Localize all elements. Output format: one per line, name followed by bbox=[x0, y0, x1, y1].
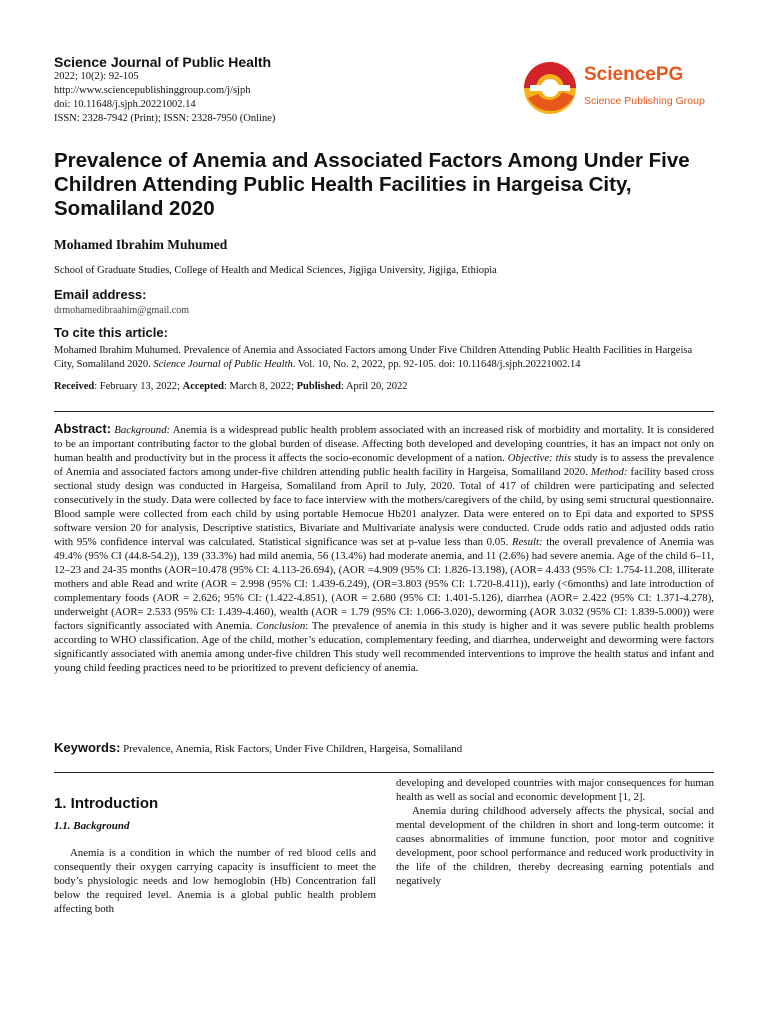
paper-title: Prevalence of Anemia and Associated Factors Among Under Five Children Attending Public Health Facilities in Hargeisa City, Somaliland 2020 bbox=[54, 149, 690, 220]
intro-paragraph-left: Anemia is a condition in which the number of red blood cells and consequently their oxygen carrying capacity is insufficient to meet the body’s physiologic needs and low hemoglobin (Hb) Concentration fall below the required level. Anemia is a global public health problem affecting both bbox=[54, 847, 376, 915]
received-date: : February 13, 2022; bbox=[94, 381, 183, 392]
article-dates bbox=[54, 381, 408, 392]
meta-doi: doi: 10.11648/j.sjph.20221002.14 bbox=[54, 99, 196, 110]
left-column bbox=[54, 795, 376, 916]
journal-name: Science Journal of Public Health bbox=[54, 54, 272, 70]
meta-url[interactable]: http://www.sciencepublishinggroup.com/j/sjph bbox=[54, 85, 251, 96]
email-heading: Email address: bbox=[54, 287, 147, 302]
citation-details: . Vol. 10, No. 2, 2022, pp. 92-105. doi: 10.11648/j.sjph.20221002.14 bbox=[292, 359, 581, 370]
section-heading: 1. Introduction bbox=[54, 795, 159, 812]
conclusion-label: Conclusion bbox=[256, 620, 306, 632]
keywords-label: Keywords: bbox=[54, 740, 121, 755]
divider-bottom bbox=[54, 772, 714, 773]
citation-journal: Science Journal of Public Health bbox=[153, 359, 293, 370]
method-label: Method: bbox=[590, 466, 628, 478]
published-label: Published bbox=[296, 381, 341, 392]
subsection-heading: 1.1. Background bbox=[54, 820, 130, 832]
background-text: Anemia is a widespread public health problem associated with an increased risk of morbidity and mortality. It is considered to be an important contributing factor to the global burden of disease. Affecting both developed and developing countries, it has an impact not only on human health and productivity but in the process it affects the socio-economic development of a nation. bbox=[54, 424, 715, 464]
method-text: facility based cross sectional study design was conducted in Hargeisa, Somaliland from April to July, 2020. Total of 417 of children were participating and selected consecutively in the study. Data were collected by face to face interview with the mothers/caregivers of the child, by using semi structural questionnaire. Blood sample were collected from each child by using portable Hemocue Hb201 analyzer. Data were entered on to Epi data and exported to SPSS software version 20 for analysis, Descriptive statistics, Bivariate and Multivariate analysis were conducted. Crude odds ratio and adjusted odds ratio with 95% confidence interval was calculated. Statistical significance was set at p-value less than 0.05. bbox=[54, 466, 714, 548]
cite-heading: To cite this article: bbox=[54, 325, 168, 340]
logo-tagline: Science Publishing Group bbox=[584, 95, 705, 107]
citation bbox=[54, 344, 714, 372]
citation-text: Mohamed Ibrahim Muhumed. Prevalence of Anemia and Associated Factors among Under Five Children Attending Public Health Facilities in Hargeisa City, Somaliland 2020. bbox=[54, 345, 693, 370]
objective-label: Objective: this bbox=[507, 452, 572, 464]
abstract bbox=[54, 422, 714, 675]
published-date: : April 20, 2022 bbox=[341, 381, 408, 392]
accepted-label: Accepted bbox=[182, 381, 225, 392]
keywords bbox=[54, 740, 714, 755]
logo-name: SciencePG bbox=[584, 64, 684, 85]
divider-top bbox=[54, 411, 714, 412]
affiliation: School of Graduate Studies, College of Health and Medical Sciences, Jigjiga University, Jigjiga, Ethiopia bbox=[54, 265, 497, 276]
journal-meta bbox=[54, 70, 275, 126]
objective-text: study is to assess the prevalence of Anemia and associated factors among under-five children attending public health facility in Hargeisa, Somaliland 2020. bbox=[54, 452, 714, 478]
conclusion-text: : The prevalence of anemia in this study is higher and it was severe public health problems according to WHO classification. Age of the child, mother’s education, complementary feeding, and diarrhea, underweight and deworming were factors significantly associated with anemia among under-five children This study well recommended interventions to improve the health status and infant and young child feeding practices need to be prioritized to prevent deficiency of anemia. bbox=[54, 620, 714, 674]
author-name: Mohamed Ibrahim Muhumed bbox=[54, 237, 228, 252]
result-label: Result: bbox=[511, 536, 543, 548]
meta-issn: ISSN: 2328-7942 (Print); ISSN: 2328-7950 (Online) bbox=[54, 113, 276, 124]
meta-line: 2022; 10(2): 92-105 bbox=[54, 71, 139, 82]
result-text: the overall prevalence of Anemia was 49.4% (95% CI (44.8-54.2)), 139 (33.3%) had mild anemia, 56 (13.4%) had moderate anemia, and 11 (2.6%) had severe anemia. Age of the child 6–11, 12–23 and 24-35 months (AOR=10.478 (95% CI: 4.113-26.694), (AOR =4.909 (95% CI: 1.826-13.198), (AOR= 4.433 (95% CI: 1.754-11.208, illiterate mothers and able Read and write (AOR = 2.998 (95% CI: 1.439-6.249), (OR=3.803 (95% CI: 1.720-8.411)), early (<6months) and late introduction of complementary foods (AOR = 2.626; 95% CI: (1.422-4.851), (AOR = 2.680 (95% CI: 1.401-5.126), diarrhea (AOR= 2.422 (95% CI: 1.371-4.278), underweight (AOR= 2.533 (95% CI: 1.439-4.460), wealth (AOR = 1.79 (95% CI: 1.066-3.020), deworming (AOR 3.032 (95% CI: 1.839-5.000)) were factors significantly associated with Anemia. bbox=[54, 536, 714, 632]
right-column bbox=[396, 776, 714, 888]
background-label: Background: bbox=[114, 424, 171, 436]
keywords-text: Prevalence, Anemia, Risk Factors, Under Five Children, Hargeisa, Somaliland bbox=[120, 743, 463, 755]
accepted-date: : March 8, 2022; bbox=[224, 381, 297, 392]
received-label: Received bbox=[54, 381, 95, 392]
email-link[interactable]: drmohamedibraahim@gmail.com bbox=[54, 305, 190, 316]
abstract-label: Abstract: bbox=[54, 421, 112, 436]
intro-paragraph-right-1: developing and developed countries with major consequences for human health as well as social and economic development [1, 2]. bbox=[396, 777, 714, 803]
intro-paragraph-right-2: Anemia during childhood adversely affects the physical, social and mental development of the children in short and long-term outcome: it causes abnormalities of immune function, poor motor and cognitive development, poor school performance and reduced work productivity in the life of the children, thereby decreasing earning potentials and negatively bbox=[396, 805, 714, 887]
